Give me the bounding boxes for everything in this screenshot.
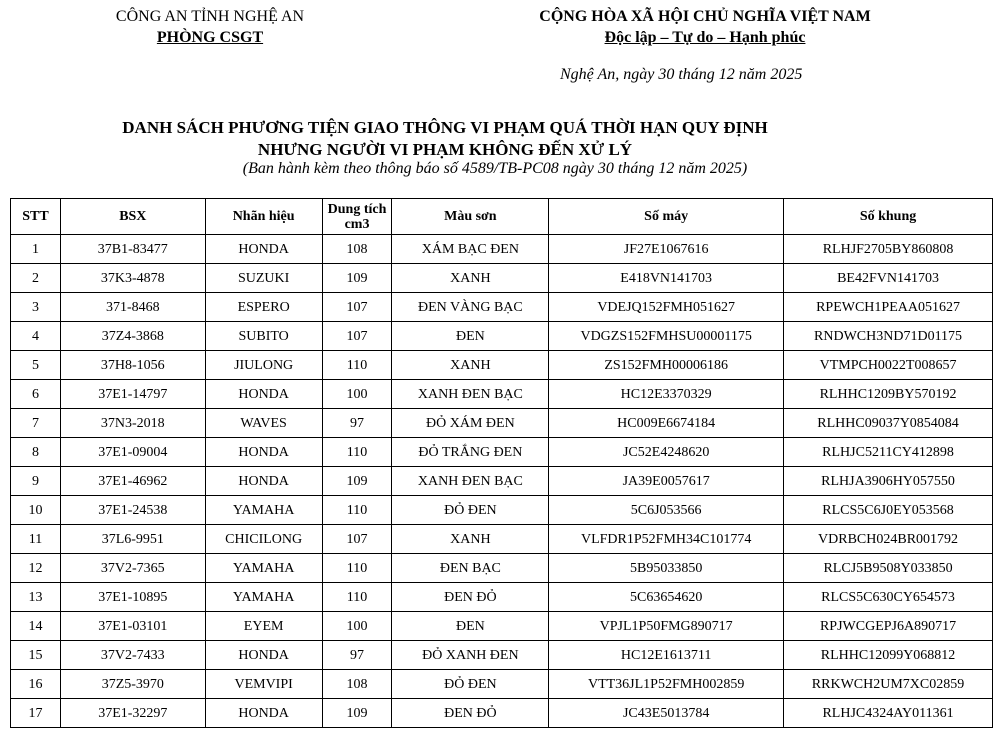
table-cell: 5B95033850 [549,554,784,583]
table-cell: 371-8468 [60,293,205,322]
table-cell: XANH ĐEN BẠC [392,380,549,409]
table-cell: RLHHC1209BY570192 [784,380,993,409]
table-cell: E418VN141703 [549,264,784,293]
national-header [470,6,940,48]
title-line-2: NHƯNG NGƯỜI VI PHẠM KHÔNG ĐẾN XỬ LÝ [257,140,633,159]
table-cell: 4 [11,322,61,351]
table-cell: BE42FVN141703 [784,264,993,293]
document-title [0,117,890,161]
table-cell: ĐEN VÀNG BẠC [392,293,549,322]
table-cell: 11 [11,525,61,554]
table-cell: 97 [322,641,392,670]
table-cell: YAMAHA [205,583,322,612]
table-row [11,322,993,351]
table-cell: JA39E0057617 [549,467,784,496]
table-cell: 37N3-2018 [60,409,205,438]
table-cell: VDRBCH024BR001792 [784,525,993,554]
table-row [11,438,993,467]
table-row [11,235,993,264]
table-cell: 107 [322,525,392,554]
table-cell: VDGZS152FMHSU00001175 [549,322,784,351]
table-cell: RLCJ5B9508Y033850 [784,554,993,583]
table-row [11,554,993,583]
table-cell: RLCS5C6J0EY053568 [784,496,993,525]
table-cell: HC12E1613711 [549,641,784,670]
table-cell: HONDA [205,467,322,496]
table-cell: HONDA [205,699,322,728]
table-cell: XÁM BẠC ĐEN [392,235,549,264]
table-cell: XANH [392,525,549,554]
table-cell: 110 [322,438,392,467]
table-row [11,293,993,322]
table-cell: 16 [11,670,61,699]
table-row [11,612,993,641]
table-cell: 110 [322,554,392,583]
document-date: Nghệ An, ngày 30 tháng 12 năm 2025 [560,66,803,83]
table-cell: 37E1-24538 [60,496,205,525]
table-cell: HONDA [205,438,322,467]
table-cell: RPJWCGEPJ6A890717 [784,612,993,641]
table-cell: RLHJC5211CY412898 [784,438,993,467]
table-cell: ĐỎ TRẮNG ĐEN [392,438,549,467]
table-cell: ĐỎ ĐEN [392,496,549,525]
table-cell: 110 [322,496,392,525]
table-cell: 109 [322,699,392,728]
table-cell: VLFDR1P52FMH34C101774 [549,525,784,554]
table-cell: JF27E1067616 [549,235,784,264]
table-cell: 37E1-03101 [60,612,205,641]
table-row [11,670,993,699]
table-cell: SUBITO [205,322,322,351]
nation-name: CỘNG HÒA XÃ HỘI CHỦ NGHĨA VIỆT NAM [539,8,871,25]
table-cell: VDEJQ152FMH051627 [549,293,784,322]
table-cell: VTMPCH0022T008657 [784,351,993,380]
table-row [11,641,993,670]
table-cell: 6 [11,380,61,409]
table-row [11,525,993,554]
table-cell: EYEM [205,612,322,641]
table-cell: ĐEN ĐỎ [392,583,549,612]
table-cell: 3 [11,293,61,322]
table-cell: 37Z4-3868 [60,322,205,351]
table-cell: 5 [11,351,61,380]
table-cell: 37E1-46962 [60,467,205,496]
table-cell: 17 [11,699,61,728]
column-header: Số khung [784,199,993,235]
column-header: BSX [60,199,205,235]
table-cell: 97 [322,409,392,438]
table-cell: RLCS5C630CY654573 [784,583,993,612]
table-cell: 37H8-1056 [60,351,205,380]
table-cell: 37E1-14797 [60,380,205,409]
table-cell: YAMAHA [205,496,322,525]
column-header: Nhãn hiệu [205,199,322,235]
table-cell: 37V2-7365 [60,554,205,583]
table-cell: RRKWCH2UM7XC02859 [784,670,993,699]
table-cell: 37E1-10895 [60,583,205,612]
table-cell: HONDA [205,380,322,409]
table-cell: ĐỎ ĐEN [392,670,549,699]
table-cell: ĐỎ XÁM ĐEN [392,409,549,438]
table-cell: 12 [11,554,61,583]
table-row [11,409,993,438]
table-body [11,235,993,728]
table-row [11,583,993,612]
table-cell: 37L6-9951 [60,525,205,554]
table-header-row [11,199,993,235]
table-cell: 107 [322,293,392,322]
table-cell: 107 [322,322,392,351]
table-cell: SUZUKI [205,264,322,293]
table-cell: RLHHC09037Y0854084 [784,409,993,438]
table-row [11,699,993,728]
table-row [11,351,993,380]
table-cell: XANH [392,351,549,380]
table-cell: VEMVIPI [205,670,322,699]
table-cell: RLHHC12099Y068812 [784,641,993,670]
column-header: Số máy [549,199,784,235]
column-header: STT [11,199,61,235]
table-cell: JIULONG [205,351,322,380]
table-cell: 100 [322,612,392,641]
table-cell: 37Z5-3970 [60,670,205,699]
table-cell: HC009E6674184 [549,409,784,438]
table-cell: RLHJC4324AY011361 [784,699,993,728]
table-row [11,380,993,409]
table-cell: 37B1-83477 [60,235,205,264]
table-cell: RLHJF2705BY860808 [784,235,993,264]
table-cell: 37V2-7433 [60,641,205,670]
table-cell: YAMAHA [205,554,322,583]
table-cell: CHICILONG [205,525,322,554]
table-cell: 37K3-4878 [60,264,205,293]
table-cell: ĐEN [392,612,549,641]
table-cell: WAVES [205,409,322,438]
title-line-1: DANH SÁCH PHƯƠNG TIỆN GIAO THÔNG VI PHẠM QUÁ THỜI HẠN QUY ĐỊNH [122,118,768,137]
table-cell: 100 [322,380,392,409]
table-cell: 9 [11,467,61,496]
table-cell: 5C63654620 [549,583,784,612]
table-cell: JC43E5013784 [549,699,784,728]
table-cell: ĐEN [392,322,549,351]
table-cell: 1 [11,235,61,264]
table-cell: HONDA [205,235,322,264]
column-header: Màu sơn [392,199,549,235]
agency-header [80,6,340,48]
table-cell: 8 [11,438,61,467]
table-cell: RLHJA3906HY057550 [784,467,993,496]
table-cell: ĐEN BẠC [392,554,549,583]
agency-name: CÔNG AN TỈNH NGHỆ AN [115,8,305,25]
table-cell: HC12E3370329 [549,380,784,409]
table-cell: ESPERO [205,293,322,322]
document-subtitle: (Ban hành kèm theo thông báo số 4589/TB-PC08 ngày 30 tháng 12 năm 2025) [242,160,748,177]
table-cell: JC52E4248620 [549,438,784,467]
table-cell: RPEWCH1PEAA051627 [784,293,993,322]
table-cell: HONDA [205,641,322,670]
violation-table [10,198,993,728]
table-row [11,496,993,525]
table-cell: 37E1-32297 [60,699,205,728]
table-cell: VPJL1P50FMG890717 [549,612,784,641]
table-cell: ZS152FMH00006186 [549,351,784,380]
table-cell: ĐỎ XANH ĐEN [392,641,549,670]
table-cell: 109 [322,467,392,496]
department-name: PHÒNG CSGT [156,29,264,46]
table-cell: 110 [322,583,392,612]
table-cell: 14 [11,612,61,641]
table-cell: 108 [322,235,392,264]
table-row [11,264,993,293]
table-cell: 2 [11,264,61,293]
table-cell: 109 [322,264,392,293]
column-header: Dung tích cm3 [322,199,392,235]
table-cell: ĐEN ĐỎ [392,699,549,728]
table-cell: 15 [11,641,61,670]
table-cell: 10 [11,496,61,525]
table-cell: RNDWCH3ND71D01175 [784,322,993,351]
table-cell: 5C6J053566 [549,496,784,525]
table-cell: 37E1-09004 [60,438,205,467]
table-cell: XANH ĐEN BẠC [392,467,549,496]
table-cell: 7 [11,409,61,438]
table-cell: XANH [392,264,549,293]
table-cell: 108 [322,670,392,699]
national-motto: Độc lập – Tự do – Hạnh phúc [604,29,806,46]
table-row [11,467,993,496]
table-cell: VTT36JL1P52FMH002859 [549,670,784,699]
table-cell: 110 [322,351,392,380]
table-cell: 13 [11,583,61,612]
